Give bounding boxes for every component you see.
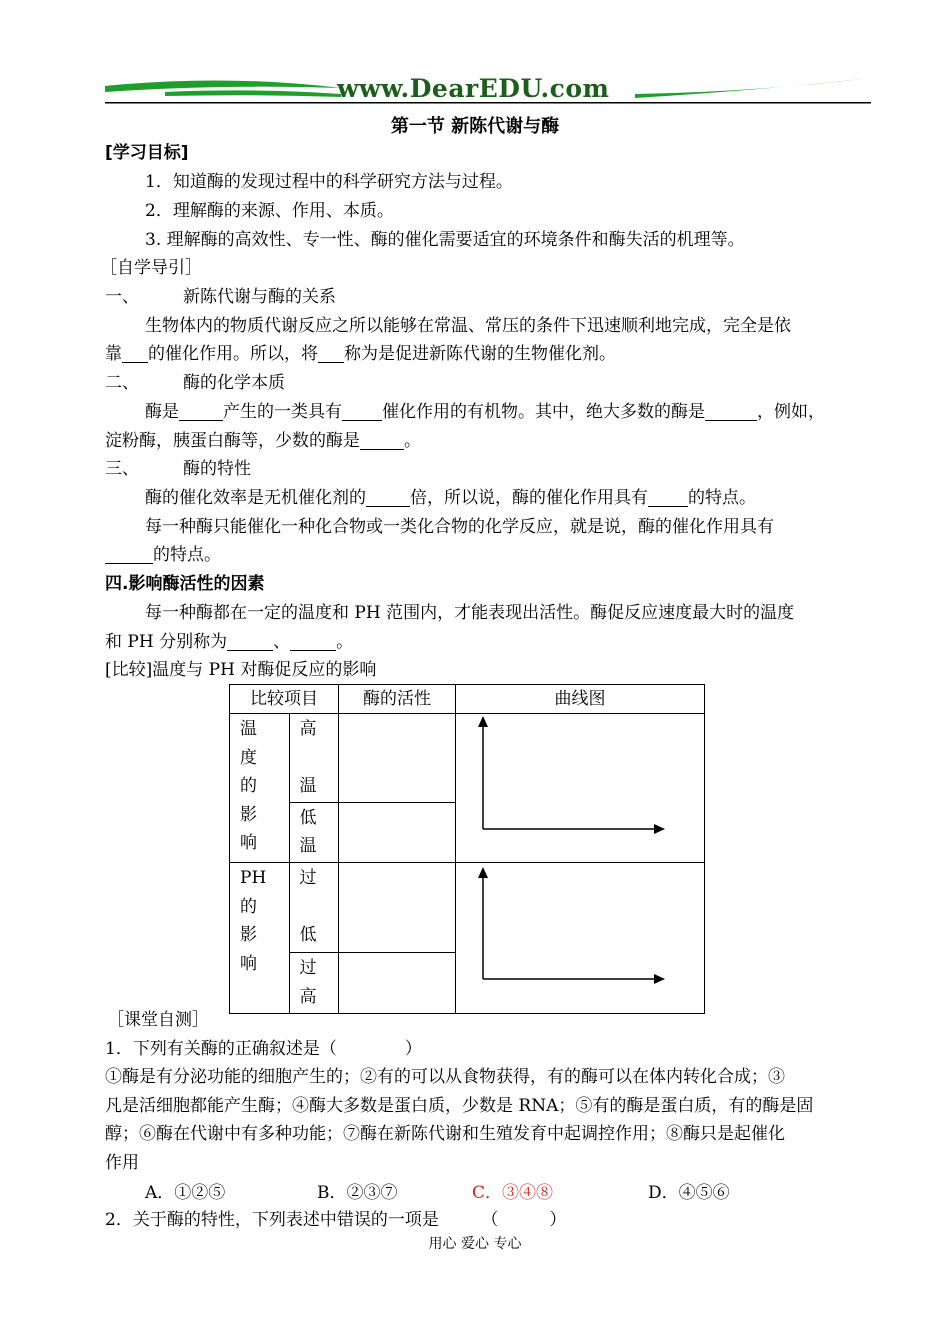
ph-low-label: 过 <box>299 868 317 888</box>
question-1-text: 作用 <box>105 1153 139 1173</box>
section-1-heading <box>105 283 870 312</box>
test-heading: ［课堂自测］ <box>107 1010 209 1030</box>
compare-caption: [比较]温度与 PH 对酶促反应的影响 <box>105 660 377 680</box>
ph-high-activity-cell[interactable] <box>339 953 456 1014</box>
fill-blank[interactable] <box>122 342 148 363</box>
fill-blank[interactable] <box>342 400 382 421</box>
high-temp-label: 高 <box>299 719 317 739</box>
paragraph: 每一种酶都在一定的温度和 PH 范围内，才能表现出活性。酶促反应速度最大时的温度 <box>145 603 795 623</box>
x-arrow-icon <box>654 974 665 984</box>
ph-curve-cell <box>456 863 705 1014</box>
right-swoosh <box>635 78 871 98</box>
ph-high-label: 高 <box>299 986 317 1007</box>
ph-low-activity-cell[interactable] <box>339 863 456 953</box>
header-banner <box>105 72 871 106</box>
x-arrow-icon <box>654 824 665 834</box>
high-temp-activity-cell[interactable] <box>339 714 456 803</box>
left-swoosh <box>105 80 341 92</box>
section-title: 新陈代谢与酶的关系 <box>183 287 336 307</box>
option-c-correct[interactable]: C．③④⑧ <box>472 1183 554 1203</box>
fill-blank[interactable] <box>227 630 273 651</box>
section-number: 一、 <box>105 287 139 307</box>
guide-heading: ［自学导引］ <box>100 258 202 278</box>
option-d[interactable]: D．④⑤⑥ <box>648 1183 730 1203</box>
low-temp-activity-cell[interactable] <box>339 802 456 862</box>
question-1-stem: 1．下列有关酶的正确叙述是（ ） <box>105 1039 422 1059</box>
question-1-text: 凡是活细胞都能产生酶；④酶大多数是蛋白质，少数是 RNA；⑤有的酶是蛋白质，有的酶是固 <box>105 1096 814 1116</box>
temp-label: 的 <box>240 776 257 796</box>
temp-label: 响 <box>240 833 257 853</box>
y-arrow-icon <box>478 716 488 727</box>
option-a[interactable]: A．①②⑤ <box>145 1183 226 1203</box>
section-title: 酶的特性 <box>183 459 251 479</box>
option-b[interactable]: B．②③⑦ <box>317 1183 398 1203</box>
high-temp-label: 温 <box>299 776 317 796</box>
left-swoosh-tail <box>165 90 341 97</box>
ph-label: PH <box>240 868 267 888</box>
section-4-heading: 四.影响酶活性的因素 <box>105 574 265 594</box>
temp-label: 温 <box>240 719 257 739</box>
y-arrow-icon <box>478 867 488 878</box>
paragraph: 和 PH 分别称为 、 。 <box>105 632 354 652</box>
goal-item: 2．理解酶的来源、作用、本质。 <box>145 201 394 221</box>
section-number: 二、 <box>105 373 139 393</box>
paragraph: 淀粉酶，胰蛋白酶等，少数的酶是 。 <box>105 431 421 451</box>
section-3-heading <box>105 455 870 484</box>
paragraph: 酶是 产生的一类具有 催化作用的有机物。其中，绝大多数的酶是 ，例如， <box>145 402 825 422</box>
temp-label: 影 <box>240 804 257 825</box>
fill-blank[interactable] <box>105 543 153 564</box>
fill-blank[interactable] <box>290 630 336 651</box>
question-1-text: ①酶是有分泌功能的细胞产生的；②有的可以从食物获得，有的酶可以在体内转化合成；③ <box>105 1067 785 1087</box>
temp-curve-cell <box>456 714 705 863</box>
low-temp-label: 低 <box>299 807 317 828</box>
ph-high-cell <box>289 953 338 1014</box>
ph-label: 影 <box>240 925 257 945</box>
ph-low-label: 低 <box>299 925 317 945</box>
ph-label: 响 <box>240 953 257 974</box>
paragraph: 的特点。 <box>105 541 870 570</box>
ph-label-cell <box>230 863 290 1014</box>
fill-blank[interactable] <box>648 486 688 507</box>
paragraph: 酶的催化效率是无机催化剂的 倍，所以说，酶的催化作用具有 的特点。 <box>145 488 756 508</box>
section-title: 酶的化学本质 <box>183 373 285 393</box>
ph-axes <box>456 863 704 1008</box>
site-logo: www.DearEDU.com <box>337 74 610 103</box>
fill-blank[interactable] <box>318 342 344 363</box>
header-item: 比较项目 <box>230 685 339 714</box>
section-number: 三、 <box>105 459 139 479</box>
ph-label: 的 <box>240 896 257 917</box>
fill-blank[interactable] <box>179 400 223 421</box>
section-2-heading <box>105 369 870 398</box>
high-temp-cell <box>289 714 338 803</box>
goal-item: 1．知道酶的发现过程中的科学研究方法与过程。 <box>145 172 513 192</box>
low-temp-cell <box>289 802 338 862</box>
fill-blank[interactable] <box>705 400 757 421</box>
page-footer: 用心 爱心 专心 <box>428 1236 522 1252</box>
paragraph: 生物体内的物质代谢反应之所以能够在常温、常压的条件下迅速顺利地完成，完全是依 <box>145 316 791 336</box>
comparison-table <box>229 684 705 1014</box>
header-curve: 曲线图 <box>456 685 705 714</box>
paragraph: 每一种酶只能催化一种化合物或一类化合物的化学反应，就是说，酶的催化作用具有 <box>145 517 774 537</box>
temp-label-cell <box>230 714 290 863</box>
fill-blank[interactable] <box>360 429 404 450</box>
paragraph: 靠 的催化作用。所以，将 称为是促进新陈代谢的生物催化剂。 <box>105 344 616 364</box>
goals-heading: [学习目标] <box>105 143 189 163</box>
ph-low-cell <box>289 863 338 953</box>
question-1-text: 醇；⑥酶在代谢中有多种功能；⑦酶在新陈代谢和生殖发育中起调控作用；⑧酶只是起催化 <box>105 1124 785 1144</box>
low-temp-label: 温 <box>299 836 317 857</box>
question-2-stem: 2．关于酶的特性，下列表述中错误的一项是 （ ） <box>105 1210 567 1230</box>
fill-blank[interactable] <box>366 486 410 507</box>
temp-axes <box>456 714 704 857</box>
temp-label: 度 <box>240 747 257 768</box>
goal-item: 3. 理解酶的高效性、专一性、酶的催化需要适宜的环境条件和酶失活的机理等。 <box>145 230 745 250</box>
ph-high-label: 过 <box>299 958 317 979</box>
header-activity: 酶的活性 <box>339 685 456 714</box>
page-title: 第一节 新陈代谢与酶 <box>390 116 560 137</box>
